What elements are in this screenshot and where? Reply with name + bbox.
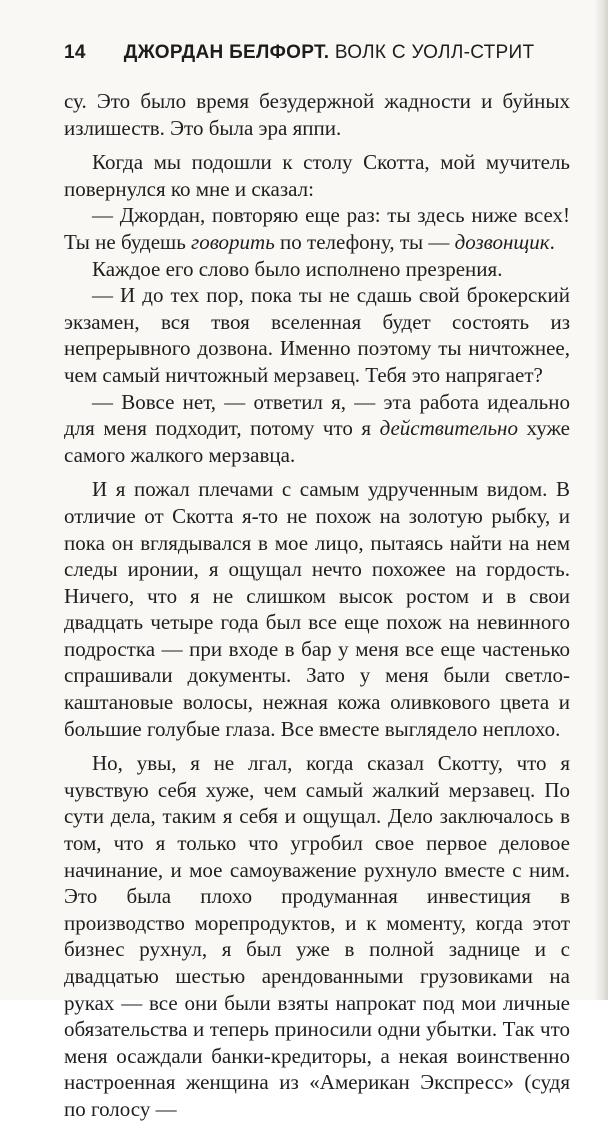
paragraph-8: Но, увы, я не лгал, когда сказал Скотту, что я чувствую себя хуже, чем самый жалкий мерзавец. По сути дела, таким я себя и ощущал. Дело заключалось в том, что я только что угробил свое первое деловое начинание, и мое самоуважение рухнуло вместе с ним. Это была плохо продуманная инвестиция в производство морепродуктов, и к моменту, когда этот бизнес рухнул, я был уже в полной заднице и с двадцатью шестью арендованными грузовиками на руках — все они были взяты напрокат под мои личные обязательства и теперь приносили одни убытки. Так что меня осаждали банки-кредиторы, а некая воинственно настроенная женщина из «Американ Экспресс» (судя по голосу — [64, 751, 570, 1121]
body-text [64, 88, 570, 1123]
paragraph-4: Каждое его слово было исполнено презрения. [92, 256, 503, 281]
header-book-title: ВОЛК С УОЛЛ-СТРИТ [334, 42, 535, 63]
header-author: ДЖОРДАН БЕЛФОРТ. [123, 42, 330, 63]
emphasis-govorit: говорить [191, 229, 275, 254]
emphasis-dozvonshchik: дозвонщик [454, 229, 550, 254]
paragraph-2: Когда мы подошли к столу Скотта, мой мучитель повернулся ко мне и сказал: [64, 150, 570, 201]
paragraph-7: И я пожал плечами с самым удрученным видом. В отличие от Скотта я-то не похож на золотую рыбку, и пока он вглядывался в мое лицо, пытаясь найти на нем следы иронии, я ощущал нечто похожее на гордость. Ничего, что я не слишком высок ростом и в свои двадцать четыре года был все еще похож на невинного подростка — при входе в бар у меня все еще частенько спрашивали документы. Зато у меня были светло-каштановые волосы, нежная кожа оливкового цвета и большие голубые глаза. Все вместе выглядело неплохо. [64, 477, 570, 741]
paragraph-6: — Вовсе нет, — ответил я, — эта работа идеально для меня подходит, потому что я действительно хуже самого жалкого мерзавца. [64, 389, 570, 467]
emphasis-deystvitelno: действительно [379, 416, 518, 441]
running-header [64, 42, 534, 64]
page-number: 14 [64, 42, 86, 63]
paragraph-1: су. Это было время безудержной жадности и буйных излишеств. Это была эра яппи. [64, 89, 570, 140]
page-binding-shadow [594, 0, 608, 1000]
paragraph-5: — И до тех пор, пока ты не сдашь свой брокерский экзамен, вся твоя вселенная будет состоять из непрерывного дозвона. Именно поэтому ты ничтожнее, чем самый ничтожный мерзавец. Тебя это напрягает? [64, 283, 570, 387]
paragraph-3: — Джордан, повторяю еще раз: ты здесь ниже всех! Ты не будешь говорить по телефону, ты — дозвонщик. [64, 203, 570, 254]
